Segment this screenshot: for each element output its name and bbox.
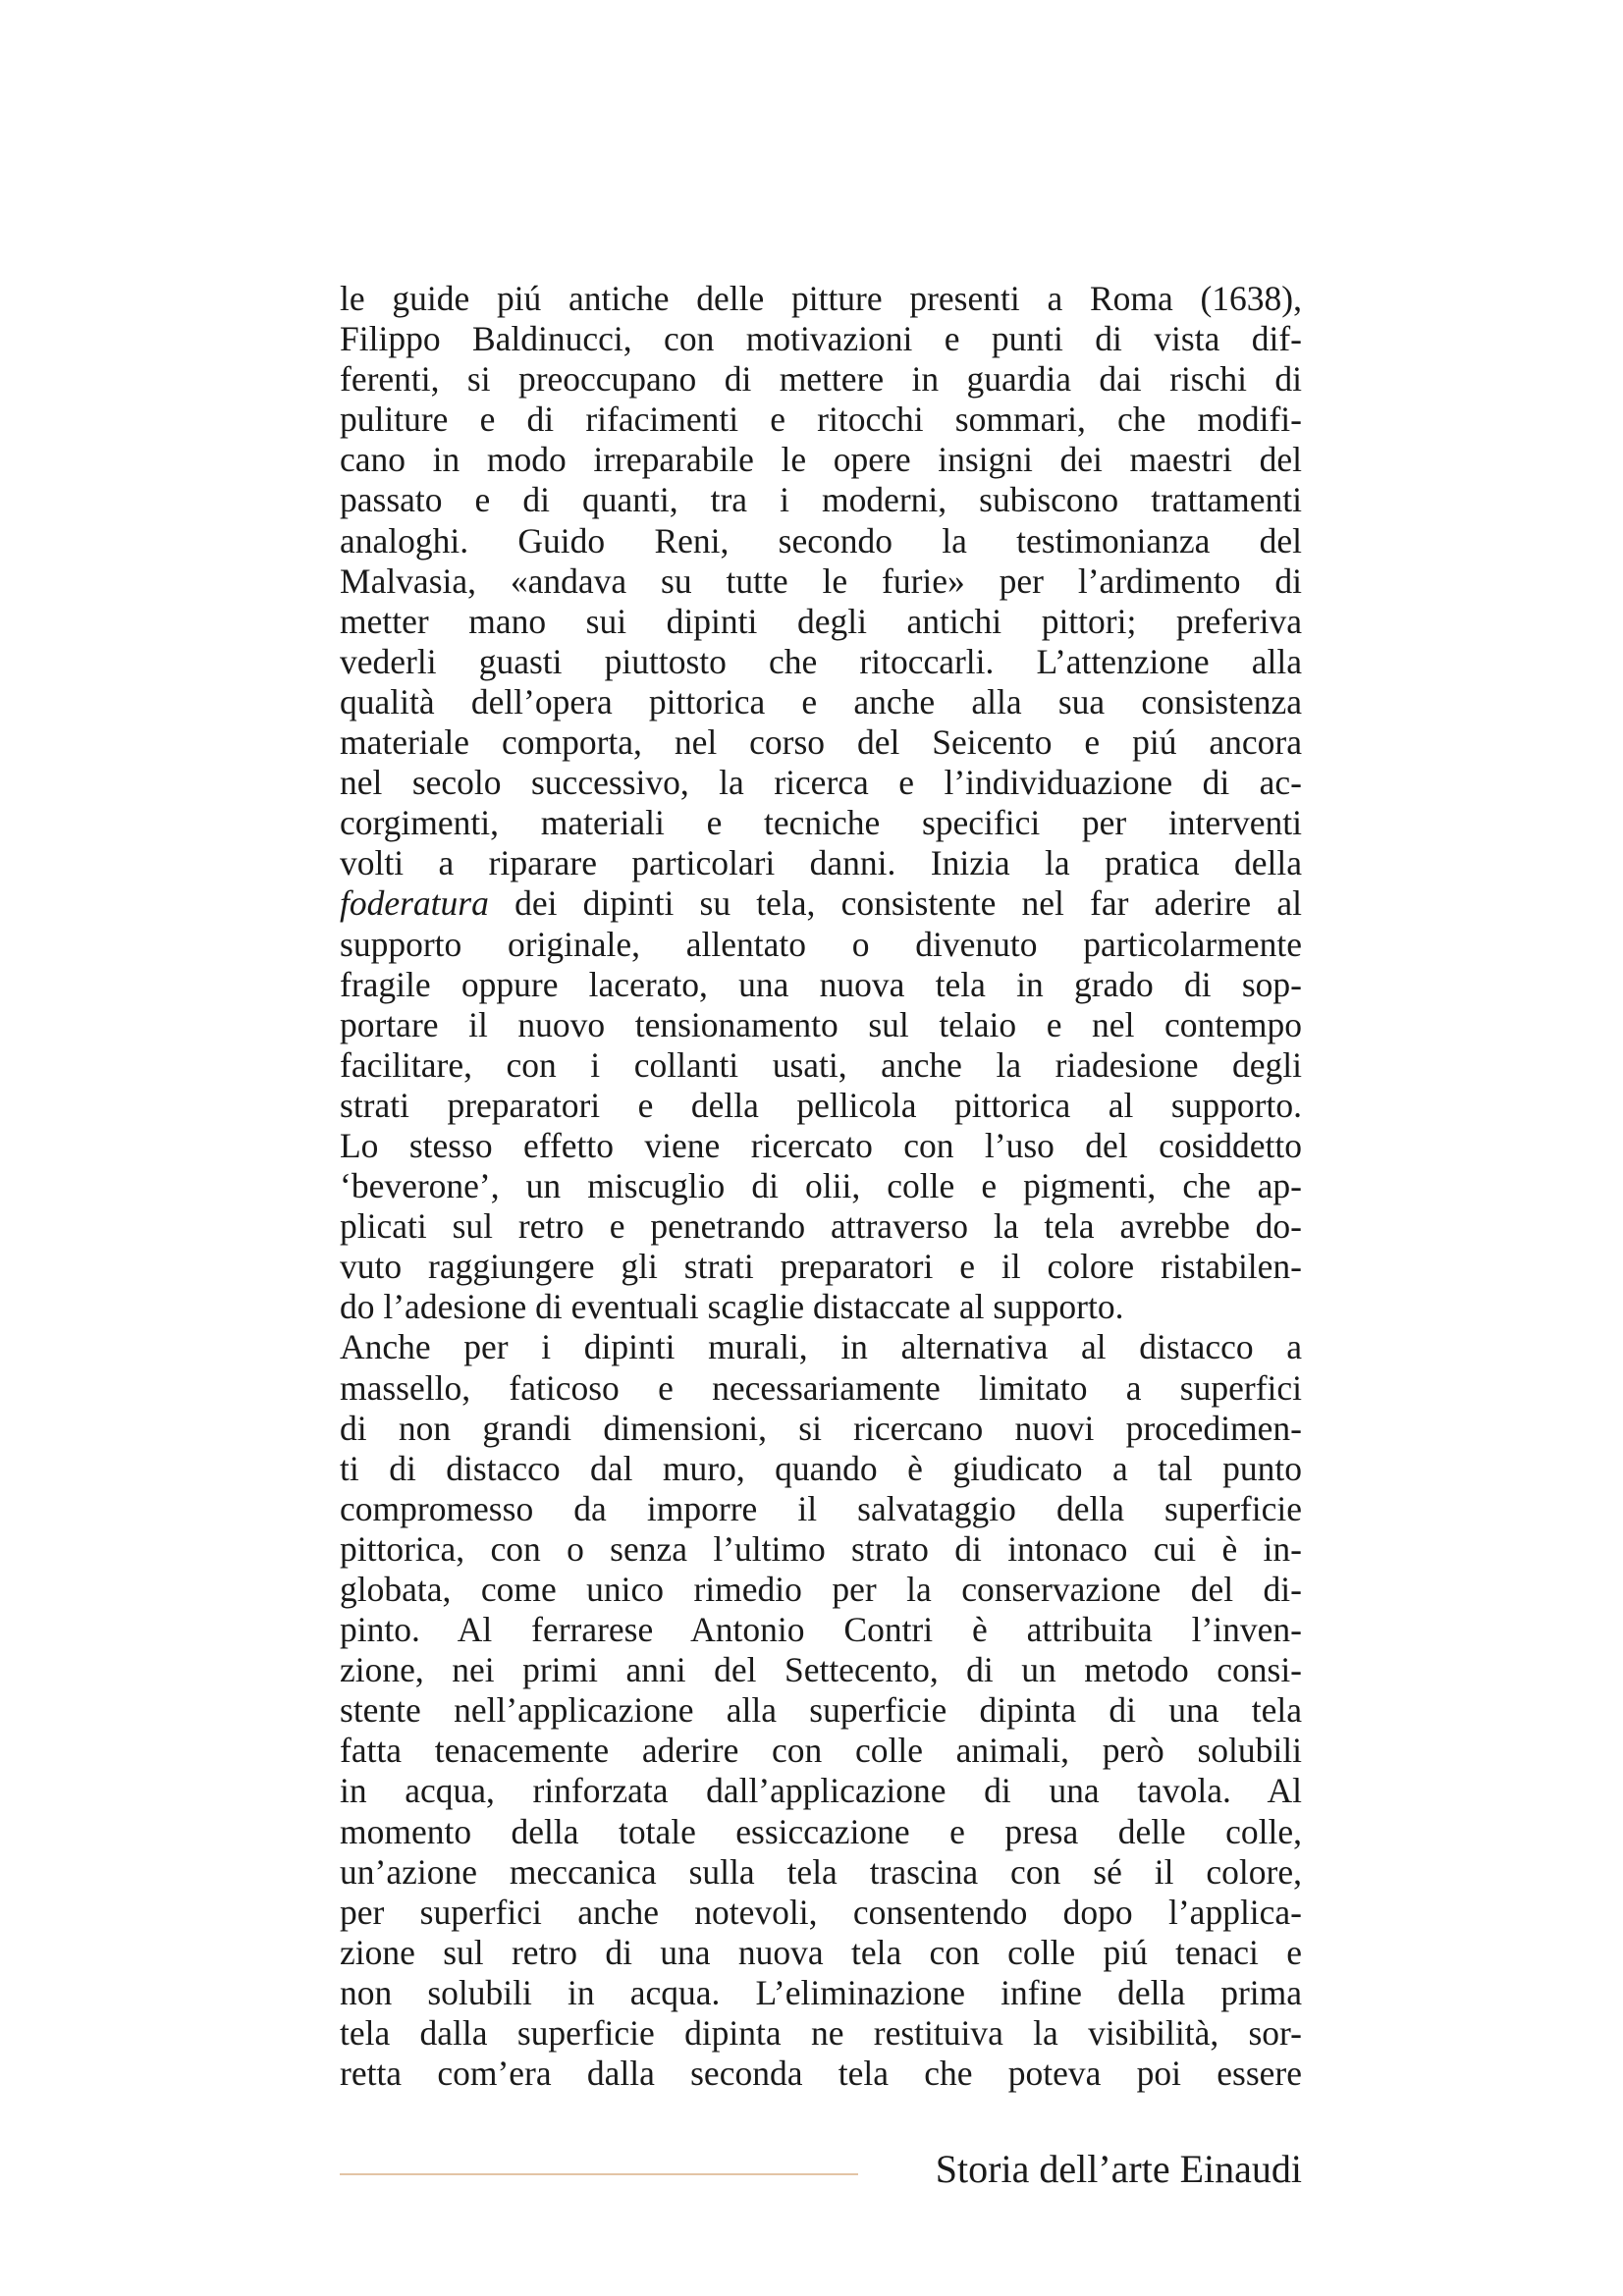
body-text (340, 279, 1302, 2094)
text-line: pittorica, con o senza l’ultimo strato di intonaco cui è in- (340, 1528, 1302, 1569)
text-line: cano in modo irreparabile le opere insigni dei maestri del (340, 440, 1302, 480)
line-rest: dei dipinti su tela, consistente nel far aderire al (488, 883, 1302, 924)
italic-term: foderatura (340, 883, 489, 924)
text-line: vuto raggiungere gli strati preparatori e il colore ristabilen- (340, 1247, 1302, 1287)
text-line: volti a riparare particolari danni. Inizia la pratica della (340, 843, 1302, 883)
text-line: analoghi. Guido Reni, secondo la testimonianza del (340, 520, 1302, 561)
text-line: momento della totale essiccazione e presa delle colle, (340, 1811, 1302, 1851)
text-line: puliture e di rifacimenti e ritocchi sommari, che modifi- (340, 400, 1302, 440)
text-line: stente nell’applicazione alla superficie dipinta di una tela (340, 1690, 1302, 1731)
text-line: facilitare, con i collanti usati, anche la riadesione degli (340, 1044, 1302, 1085)
text-line: compromesso da imporre il salvataggio della superficie (340, 1488, 1302, 1528)
text-line: passato e di quanti, tra i moderni, subiscono trattamenti (340, 480, 1302, 520)
text-line: Malvasia, «andava su tutte le furie» per l’ardimento di (340, 561, 1302, 601)
footer-rule (340, 2173, 858, 2175)
text-line: fatta tenacemente aderire con colle animali, però solubili (340, 1731, 1302, 1771)
text-line: ti di distacco dal muro, quando è giudicato a tal punto (340, 1448, 1302, 1488)
text-line: in acqua, rinforzata dall’applicazione di una tavola. Al (340, 1771, 1302, 1811)
text-line: per superfici anche notevoli, consentendo dopo l’applica- (340, 1892, 1302, 1932)
text-line: strati preparatori e della pellicola pittorica al supporto. (340, 1085, 1302, 1125)
text-line: do l’adesione di eventuali scaglie distaccate al supporto. (340, 1287, 1124, 1327)
text-line: Filippo Baldinucci, con motivazioni e punti di vista dif- (340, 319, 1302, 359)
text-line: zione, nei primi anni del Settecento, di un metodo consi- (340, 1650, 1302, 1690)
text-line: zione sul retro di una nuova tela con colle piú tenaci e (340, 1932, 1302, 1972)
text-line: un’azione meccanica sulla tela trascina con sé il colore, (340, 1851, 1302, 1892)
text-line: vederli guasti piuttosto che ritoccarli. L’attenzione alla (340, 641, 1302, 681)
text-line: qualità dell’opera pittorica e anche alla sua consistenza (340, 681, 1302, 721)
text-line: fragile oppure lacerato, una nuova tela in grado di sop- (340, 964, 1302, 1004)
text-line: pinto. Al ferrarese Antonio Contri è attribuita l’inven- (340, 1610, 1302, 1650)
text-line: Anche per i dipinti murali, in alternativa al distacco a (340, 1327, 1302, 1367)
text-line: non solubili in acqua. L’eliminazione infine della prima (340, 1972, 1302, 2012)
text-line: supporto originale, allentato o divenuto particolarmente (340, 924, 1302, 964)
text-line: materiale comporta, nel corso del Seicento e piú ancora (340, 722, 1302, 763)
text-line: portare il nuovo tensionamento sul telaio e nel contempo (340, 1004, 1302, 1044)
text-line: plicati sul retro e penetrando attraverso la tela avrebbe do- (340, 1206, 1302, 1247)
text-line: Lo stesso effetto viene ricercato con l’uso del cosiddetto (340, 1125, 1302, 1165)
text-line: ‘beverone’, un miscuglio di olii, colle e pigmenti, che ap- (340, 1166, 1302, 1206)
text-line: di non grandi dimensioni, si ricercano nuovi procedimen- (340, 1408, 1302, 1448)
text-line: metter mano sui dipinti degli antichi pittori; preferiva (340, 601, 1302, 641)
series-title: Storia dell’arte Einaudi (935, 2147, 1302, 2191)
text-line: le guide piú antiche delle pitture presenti a Roma (1638), (340, 279, 1302, 318)
text-line: corgimenti, materiali e tecniche specifici per interventi (340, 803, 1302, 843)
text-line: nel secolo successivo, la ricerca e l’individuazione di ac- (340, 763, 1302, 803)
text-line: ferenti, si preoccupano di mettere in guardia dai rischi di (340, 359, 1302, 400)
text-line: globata, come unico rimedio per la conservazione del di- (340, 1570, 1302, 1609)
page-footer (340, 2148, 1302, 2191)
text-line: massello, faticoso e necessariamente limitato a superfici (340, 1367, 1302, 1408)
text-line (340, 883, 1302, 924)
text-line: retta com’era dalla seconda tela che poteva poi essere (340, 2054, 1302, 2094)
text-line: tela dalla superficie dipinta ne restituiva la visibilità, sor- (340, 2013, 1302, 2054)
